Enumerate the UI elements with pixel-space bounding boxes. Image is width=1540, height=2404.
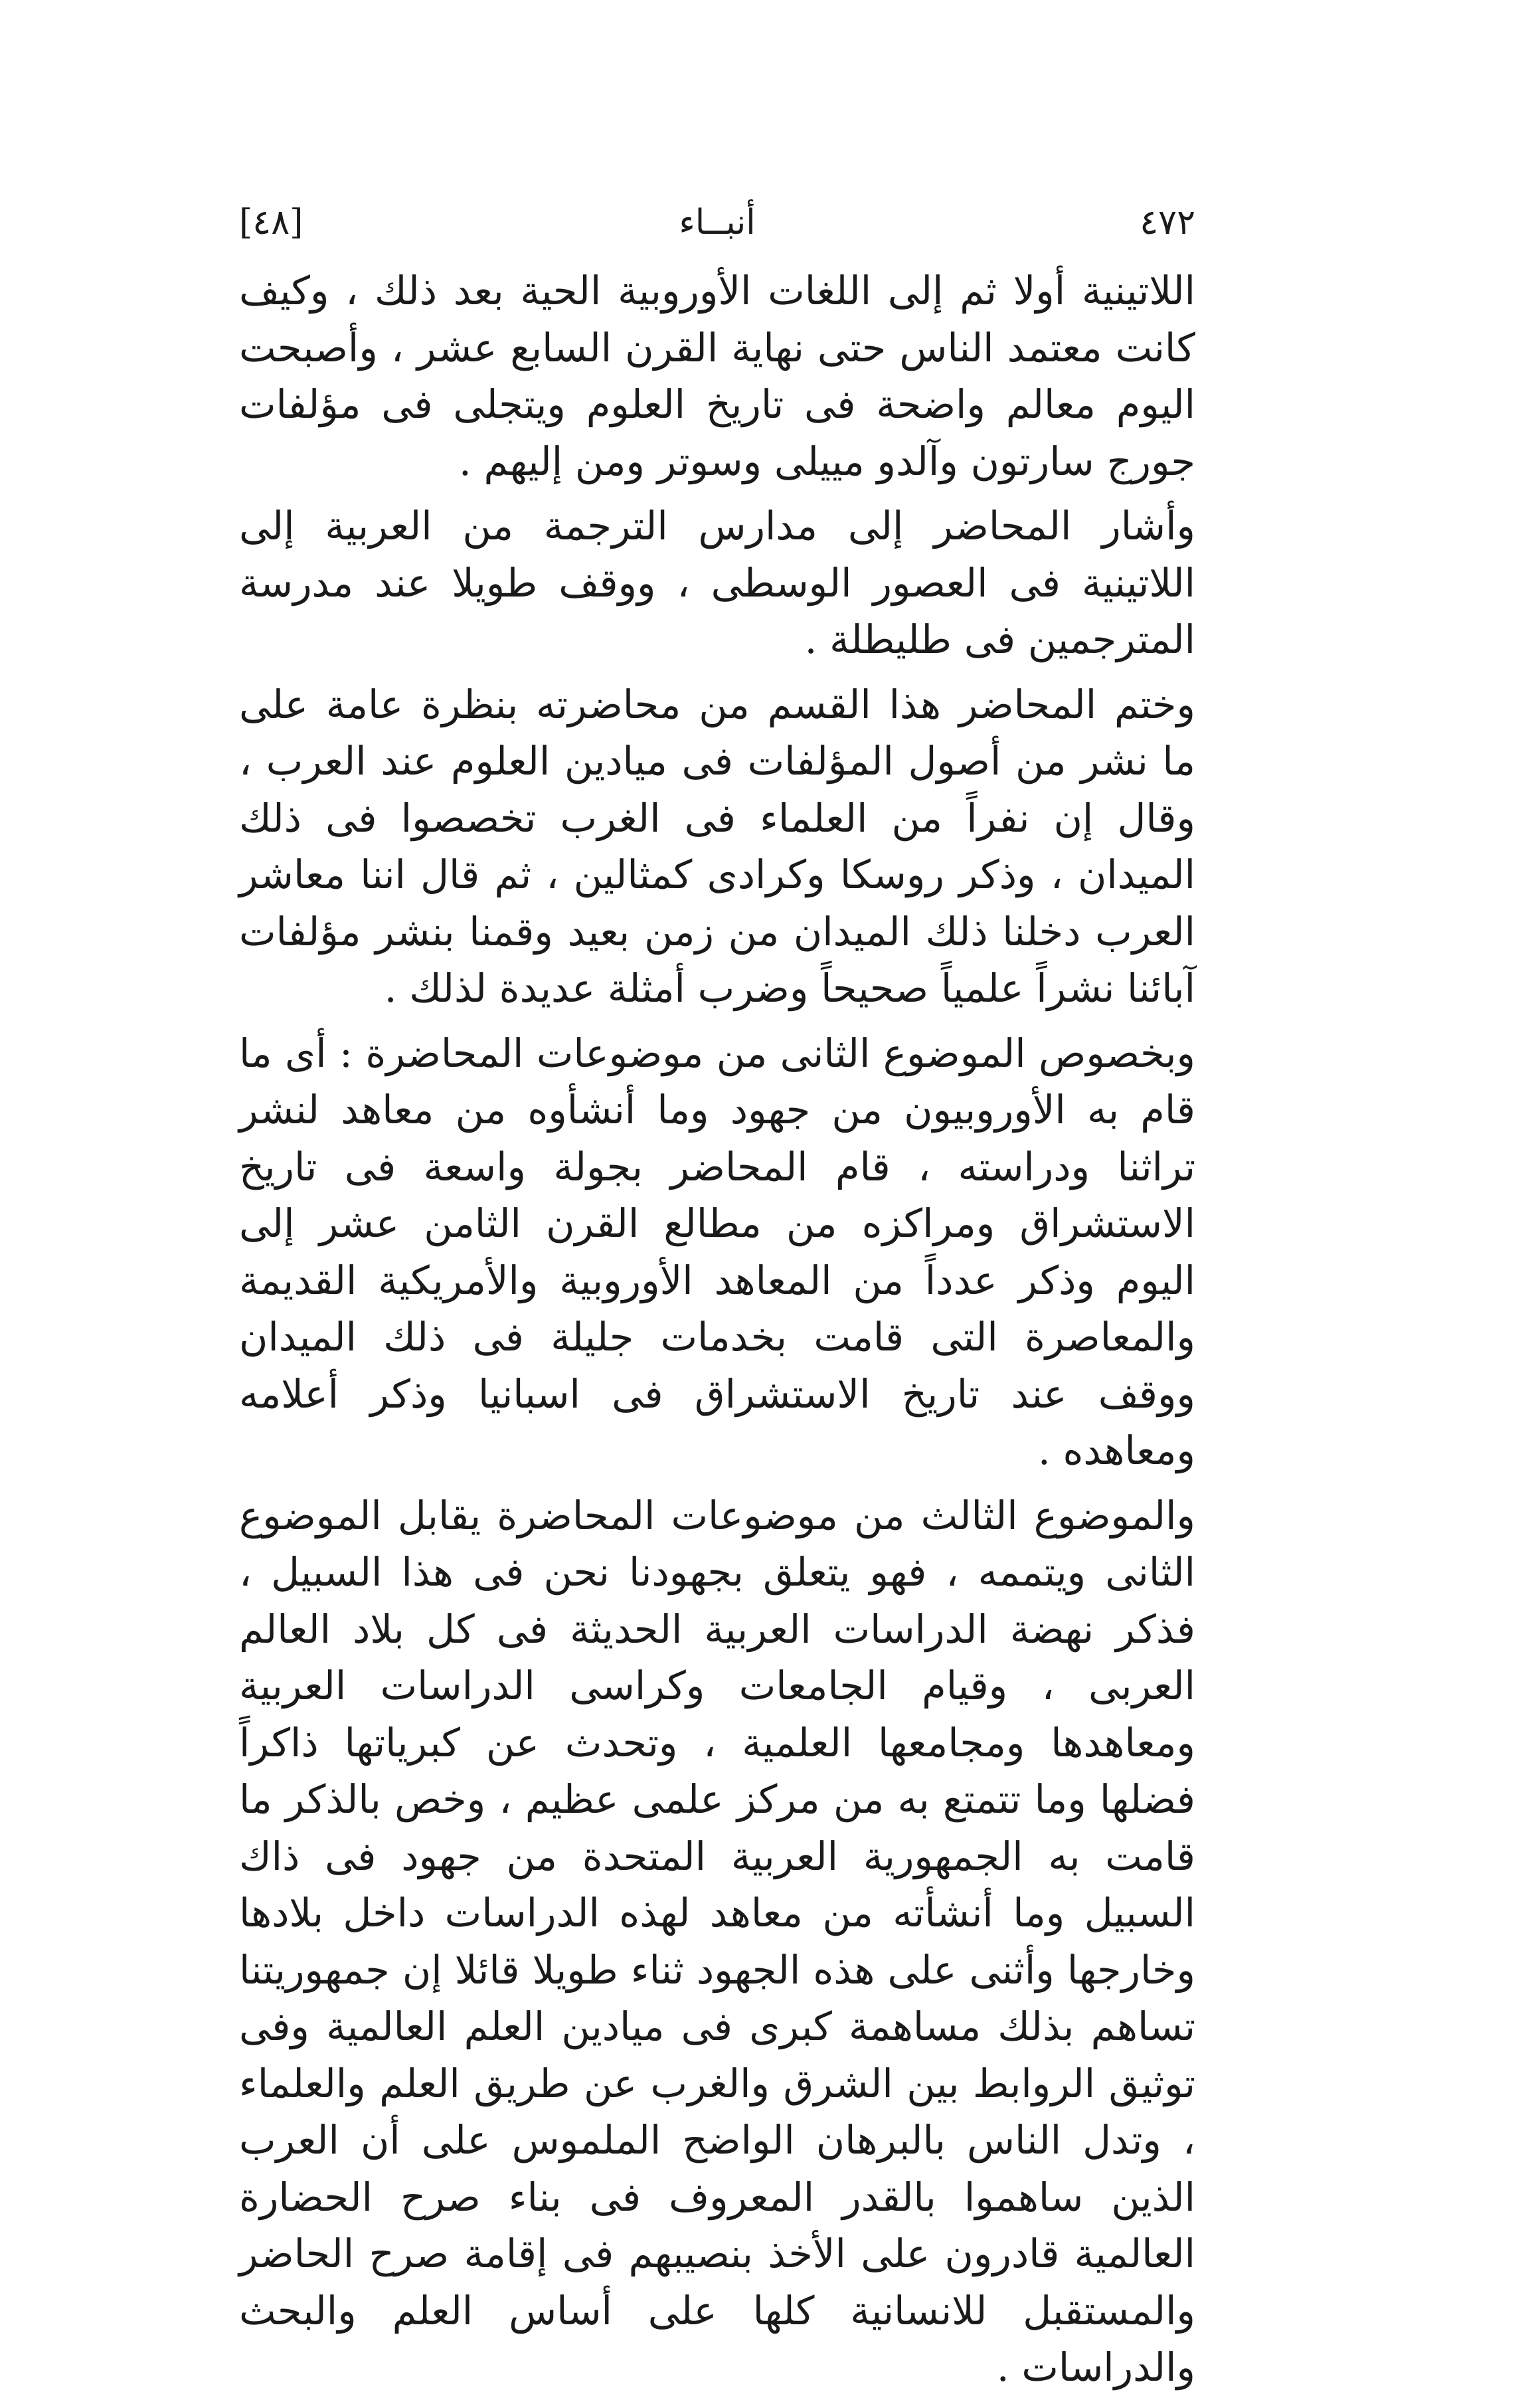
page-body [239, 262, 1195, 2404]
paragraph-5: والموضوع الثالث من موضوعات المحاضرة يقابل الموضوع الثانى ويتممه ، فهو يتعلق بجهودنا نحن فى هذا السبيل ، فذكر نهضة الدراسات العربية الحديثة فى كل بلاد العالم العربى ، وقيام الجامعات وكراسى الدراسات العربية ومعاهدها ومجامعها العلمية ، وتحدث عن كبرياتها ذاكراً فضلها وما تتمتع به من مركز علمى عظيم ، وخص بالذكر ما قامت به الجمهورية العربية المتحدة من جهود فى ذاك السبيل وما أنشأته من معاهد لهذه الدراسات داخل بلادها وخارجها وأثنى على هذه الجهود ثناء طويلا قائلا إن جمهوريتنا تساهم بذلك مساهمة كبرى فى ميادين العلم العالمية وفى توثيق الروابط بين الشرق والغرب عن طريق العلم والعلماء ، وتدل الناس بالبرهان الواضح الملموس على أن العرب الذين ساهموا بالقدر المعروف فى بناء صرح الحضارة العالمية قادرون على الأخذ بنصيبهم فى إقامة صرح الحاضر والمستقبل للانسانية كلها على أساس العلم والبحث والدراسات . [239, 1492, 1195, 2390]
paragraph-1: اللاتينية أولا ثم إلى اللغات الأوروبية الحية بعد ذلك ، وكيف كانت معتمد الناس حتى نهاية القرن السابع عشر ، وأصبحت اليوم معالم واضحة فى تاريخ العلوم ويتجلى فى مؤلفات جورج سارتون وآلدو مييلى وسوتر ومن إليهم . [239, 268, 1195, 484]
page-header [239, 193, 1195, 252]
paragraph-3: وختم المحاضر هذا القسم من محاضرته بنظرة عامة على ما نشر من أصول المؤلفات فى ميادين العلوم عند العرب ، وقال إن نفراً من العلماء فى الغرب تخصصوا فى ذلك الميدان ، وذكر روسكا وكرادى كمثالين ، ثم قال اننا معاشر العرب دخلنا ذلك الميدان من زمن بعيد وقمنا بنشر مؤلفات آبائنا نشراً علمياً صحيحاً وضرب أمثلة عديدة لذلك . [239, 681, 1195, 1011]
page-number: ٤٧٢ [1140, 203, 1195, 242]
running-title: أنبــاء [679, 203, 756, 242]
paragraph-4: وبخصوص الموضوع الثانى من موضوعات المحاضرة : أى ما قام به الأوروبيون من جهود وما أنشأوه من معاهد لنشر تراثنا ودراسته ، قام المحاضر بجولة واسعة فى تاريخ الاستشراق ومراكزه من مطالع القرن الثامن عشر إلى اليوم وذكر عدداً من المعاهد الأوروبية والأمريكية القديمة والمعاصرة التى قامت بخدمات جليلة فى ذلك الميدان ووقف عند تاريخ الاستشراق فى اسبانيا وذكر أعلامه ومعاهده . [239, 1030, 1195, 1473]
paragraph-2: وأشار المحاضر إلى مدارس الترجمة من العربية إلى اللاتينية فى العصور الوسطى ، ووقف طويلا عند مدرسة المترجمين فى طليطلة . [239, 503, 1195, 662]
bracket-number: [٤٨] [239, 203, 303, 242]
